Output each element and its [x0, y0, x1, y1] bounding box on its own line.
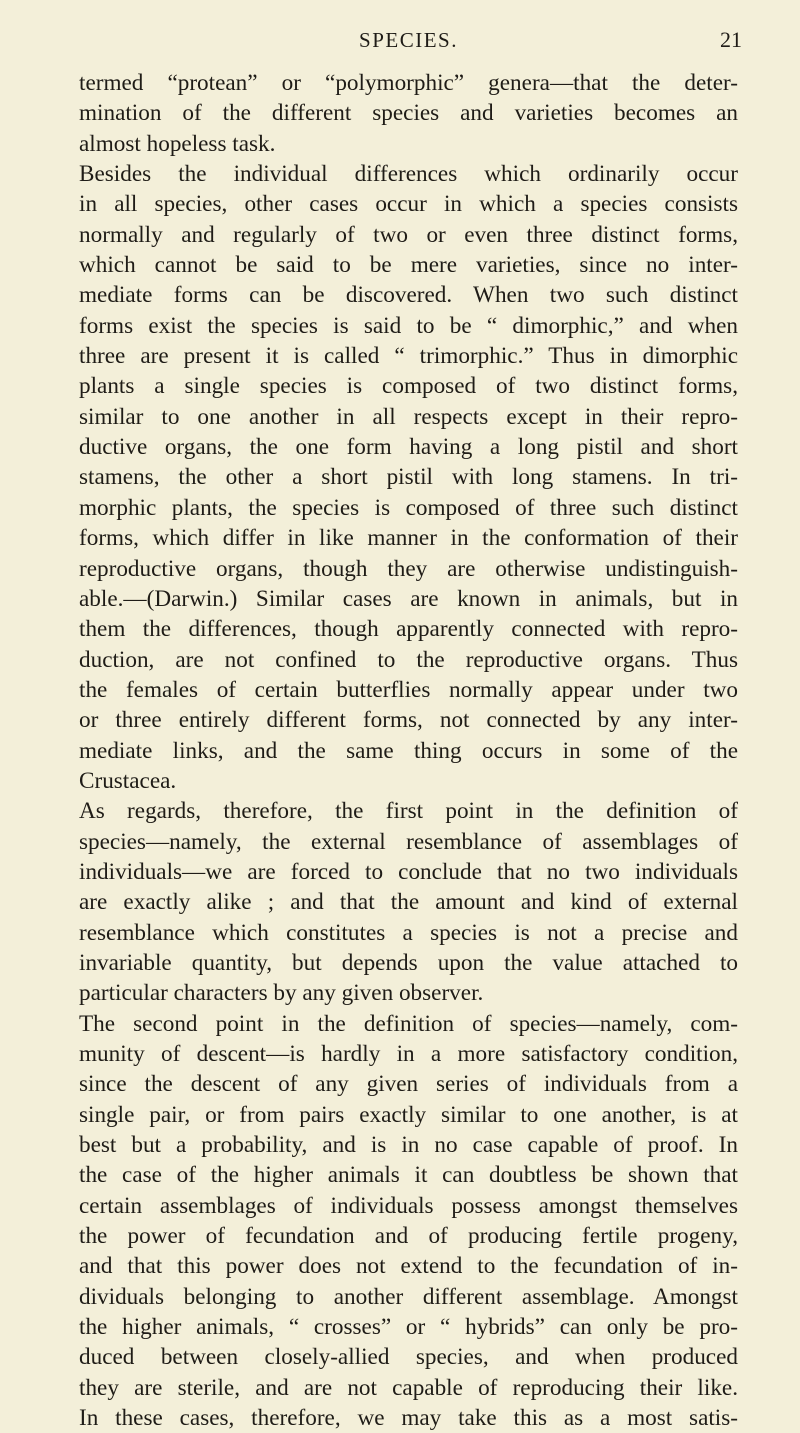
text-line: In these cases, therefore, we may take this as a most satis- — [79, 1405, 738, 1432]
text-line: almost hopeless task. — [79, 130, 276, 157]
text-line: The second point in the definition of species—namely, com- — [79, 1010, 738, 1037]
text-line: or three entirely different forms, not connected by any inter- — [79, 707, 738, 734]
text-line: best but a probability, and is in no case capable of proof. In — [79, 1132, 738, 1159]
text-line: Crustacea. — [79, 767, 177, 794]
text-line: resemblance which constitutes a species is not a precise and — [79, 919, 738, 946]
text-line: and that this power does not extend to the fecundation of in- — [79, 1253, 738, 1280]
text-line: certain assemblages of individuals possess amongst themselves — [79, 1192, 738, 1219]
text-line: forms, which differ in like manner in the conformation of their — [79, 525, 738, 552]
text-line: plants a single species is composed of two distinct forms, — [79, 373, 738, 400]
text-line: single pair, or from pairs exactly similar to one another, is at — [79, 1101, 738, 1128]
text-line: them the differences, though apparently connected with repro- — [79, 616, 738, 643]
text-line: invariable quantity, but depends upon the value attached to — [79, 949, 738, 976]
text-line: in all species, other cases occur in which a species consists — [79, 191, 738, 218]
text-line: they are sterile, and are not capable of reproducing their like. — [79, 1374, 738, 1401]
page-number: 21 — [720, 27, 742, 52]
text-line: Besides the individual differences which ordinarily occur — [79, 161, 738, 188]
text-line: similar to one another in all respects except in their repro- — [79, 403, 738, 430]
text-line: the power of fecundation and of producing fertile progeny, — [79, 1223, 738, 1250]
text-line: mediate links, and the same thing occurs in some of the — [79, 737, 738, 764]
text-line: are exactly alike ; and that the amount and kind of external — [79, 889, 738, 916]
text-line: mediate forms can be discovered. When two such distinct — [79, 282, 738, 309]
text-line: duction, are not confined to the reproductive organs. Thus — [79, 646, 738, 673]
running-head-title: SPECIES. — [359, 28, 458, 52]
text-line: mination of the different species and varieties becomes an — [79, 100, 738, 127]
text-line: reproductive organs, though they are otherwise undistinguish- — [79, 555, 738, 582]
text-line: duced between closely-allied species, and when produced — [79, 1344, 738, 1371]
text-line: species—namely, the external resemblance of assemblages of — [79, 828, 738, 855]
text-line: the higher animals, “ crosses” or “ hybrids” can only be pro- — [79, 1314, 738, 1341]
text-line: forms exist the species is said to be “ dimorphic,” and when — [79, 312, 738, 339]
book-page — [79, 24, 742, 1433]
text-line: ductive organs, the one form having a long pistil and short — [79, 434, 738, 461]
text-line: normally and regularly of two or even three distinct forms, — [79, 221, 738, 248]
text-line: the females of certain butterflies normally appear under two — [79, 676, 738, 703]
body-text — [79, 68, 738, 1433]
text-line: particular characters by any given observer. — [79, 980, 484, 1007]
text-line: stamens, the other a short pistil with long stamens. In tri- — [79, 464, 738, 491]
text-line: since the descent of any given series of individuals from a — [79, 1071, 738, 1098]
text-line: morphic plants, the species is composed of three such distinct — [79, 494, 738, 521]
text-line: dividuals belonging to another different assemblage. Amongst — [79, 1283, 738, 1310]
text-line: able.—(Darwin.) Similar cases are known in animals, but in — [79, 585, 738, 612]
text-line: As regards, therefore, the first point in the definition of — [79, 798, 738, 825]
text-line: which cannot be said to be mere varieties, since no inter- — [79, 252, 738, 279]
running-head — [79, 24, 742, 60]
text-line: the case of the higher animals it can doubtless be shown that — [79, 1162, 738, 1189]
text-line: three are present it is called “ trimorphic.” Thus in dimorphic — [79, 343, 738, 370]
text-line: individuals—we are forced to conclude that no two individuals — [79, 858, 738, 885]
text-line: munity of descent—is hardly in a more satisfactory condition, — [79, 1041, 738, 1067]
text-line: termed “protean” or “polymorphic” genera—that the deter- — [79, 70, 738, 96]
